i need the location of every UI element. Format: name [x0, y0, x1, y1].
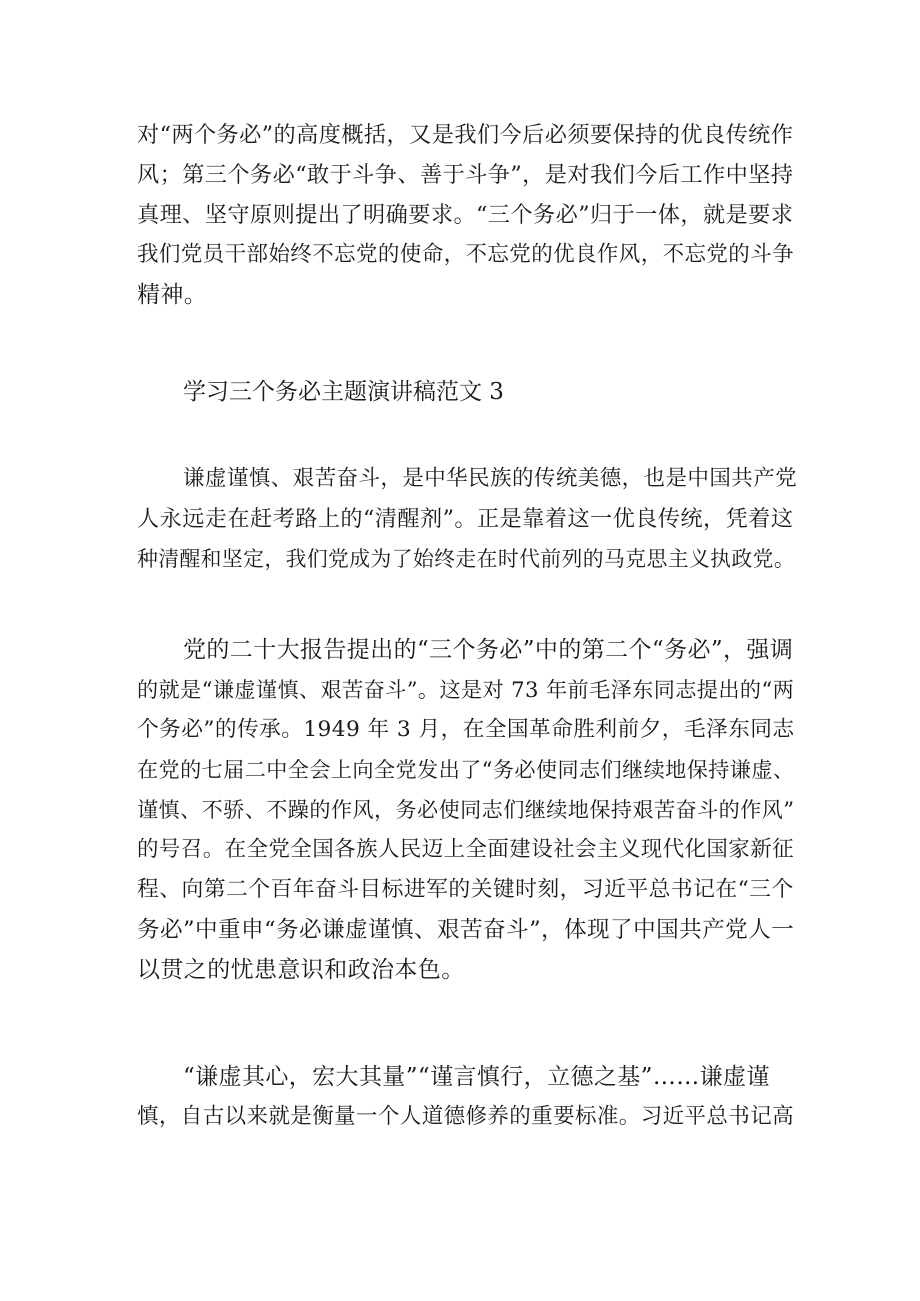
text-line: 务必”中重申“务必谦虚谨慎、艰苦奋斗”，体现了中国共产党人一	[137, 917, 795, 943]
text-line: “谦虚其心，宏大其量”“谨言慎行，立德之基”……谦虚谨	[183, 1064, 770, 1090]
section-title: 学习三个务必主题演讲稿范文 3	[183, 379, 504, 405]
text-line: 程、向第二个百年奋斗目标进军的关键时刻，习近平总书记在“三个	[137, 877, 794, 902]
text-line: 在党的七届二中全会上向全党发出了“务必使同志们继续地保持谦虚、	[137, 757, 795, 782]
text-line: 谦虚谨慎、艰苦奋斗，是中华民族的传统美德，也是中国共产党	[183, 466, 798, 491]
text-line: 个务必”的传承。1949 年 3 月，在全国革命胜利前夕，毛泽东同志	[137, 717, 795, 742]
section-heading	[137, 372, 797, 412]
text-line: 的号召。在全党全国各族人民迈上全面建设社会主义现代化国家新征	[137, 837, 795, 862]
text-line: 谨慎、不骄、不躁的作风，务必使同志们继续地保持艰苦奋斗的作风”	[137, 797, 795, 822]
text-line: 的就是“谦虚谨慎、艰苦奋斗”。这是对 73 年前毛泽东同志提出的“两	[137, 677, 795, 702]
text-line: 人永远走在赶考路上的“清醒剂”。正是靠着这一优良传统，凭着这	[137, 506, 794, 532]
text-line: 慎，自古以来就是衡量一个人道德修养的重要标准。习近平总书记高	[137, 1104, 795, 1129]
text-line: 种清醒和坚定，我们党成为了始终走在时代前列的马克思主义执政党。	[137, 547, 796, 571]
text-line: 风；第三个务必“敢于斗争、善于斗争”，是对我们今后工作中坚持	[137, 162, 794, 188]
text-line: 我们党员干部始终不忘党的使命，不忘党的优良作风，不忘党的斗争	[137, 242, 795, 267]
paragraph-modesty	[137, 1057, 797, 1137]
text-line: 精神。	[137, 282, 208, 308]
paragraph-humility	[137, 459, 797, 579]
text-line: 真理、坚守原则提出了明确要求。“三个务必”归于一体，就是要求	[137, 202, 794, 228]
paragraph-intro	[137, 115, 797, 315]
text-line: 党的二十大报告提出的“三个务必”中的第二个“务必”，强调	[183, 637, 794, 663]
text-line: 对“两个务必”的高度概括，又是我们今后必须要保持的优良传统作	[137, 122, 794, 148]
text-line: 以贯之的忧患意识和政治本色。	[137, 957, 465, 983]
paragraph-two-musts	[137, 630, 797, 990]
